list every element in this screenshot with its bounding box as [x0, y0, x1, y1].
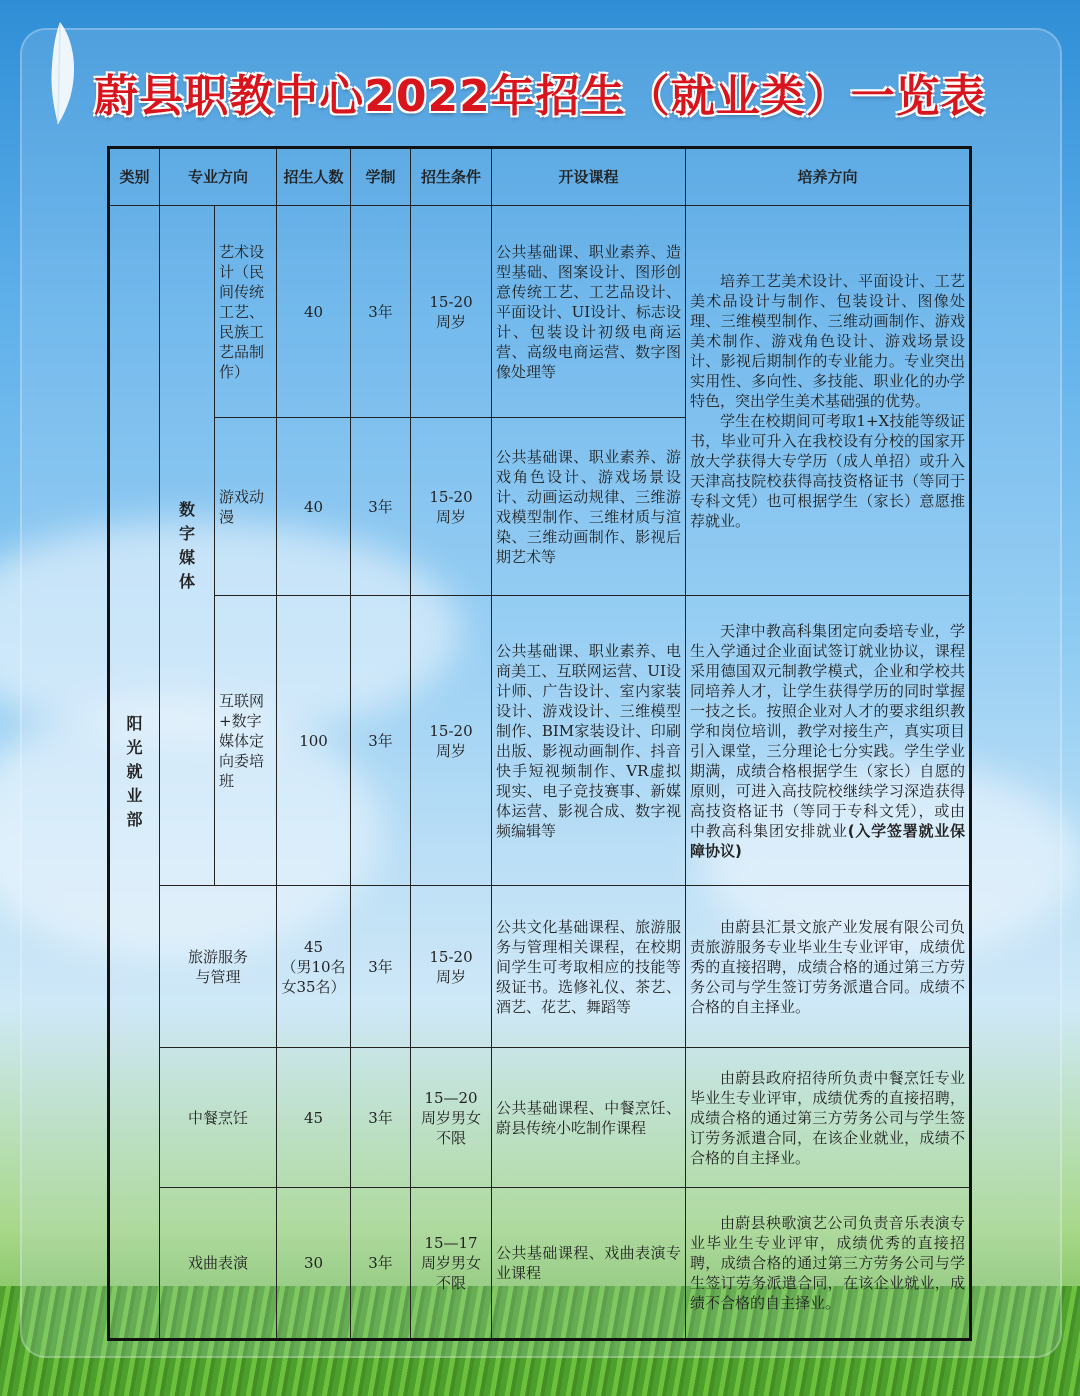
training-text — [690, 621, 965, 861]
major-cell: 游戏动漫 — [215, 418, 277, 596]
count-cell: 30 — [277, 1188, 351, 1340]
header-count: 招生人数 — [277, 148, 351, 206]
courses-cell: 公共基础课程、中餐烹饪、蔚县传统小吃制作课程 — [492, 1048, 686, 1188]
count-cell: 40 — [277, 418, 351, 596]
header-condition: 招生条件 — [411, 148, 492, 206]
department-label: 阳光就业部 — [126, 714, 143, 829]
table-row — [109, 1188, 971, 1340]
years-cell: 3年 — [351, 206, 411, 418]
condition-cell: 15-20 周岁 — [411, 418, 492, 596]
table-row — [109, 596, 971, 886]
training-cell-opera: 由蔚县秧歌演艺公司负责音乐表演专业毕业生专业评审，成绩优秀的直接招聘，成绩合格的通过第三方劳务公司与学生签订劳务派遣合同，在该企业就业，成绩不合格的自主择业。 — [686, 1188, 971, 1340]
training-cell-digital — [686, 206, 971, 596]
courses-cell: 公共文化基础课程、旅游服务与管理相关课程，在校期间学生可考取相应的技能等级证书。选修礼仪、茶艺、酒艺、花艺、舞蹈等 — [492, 886, 686, 1048]
training-cell-tourism: 由蔚县汇景文旅产业发展有限公司负责旅游服务专业毕业生专业评审，成绩优秀的直接招聘，成绩合格的通过第三方劳务公司与学生签订劳务派遣合同。成绩不合格的自主择业。 — [686, 886, 971, 1048]
condition-cell: 15—20 周岁男女 不限 — [411, 1048, 492, 1188]
condition-cell: 15-20 周岁 — [411, 206, 492, 418]
condition-cell: 15-20 周岁 — [411, 886, 492, 1048]
table-row — [109, 206, 971, 418]
training-text-body: 天津中教高科集团定向委培专业，学生入学通过企业面试签订就业协议，课程采用德国双元制教学模式，企业和学校共同培养人才，让学生获得学历的同时掌握一技之长。按照企业对人才的要求组织教学和岗位培训，教学对接生产，真实项目引入课堂，三分理论七分实践。学生学业期满，成绩合格根据学生（家长）自愿的原则，可进入高技院校继续学习深造获得高技资格证书（等同于专科文凭），或由中教高科集团安排就业 — [690, 621, 966, 840]
courses-cell: 公共基础课、职业素养、游戏角色设计、游戏场景设计、动画运动规律、三维游戏模型制作、三维材质与渲染、三维动画制作、影视后期艺术等 — [492, 418, 686, 596]
count-cell: 100 — [277, 596, 351, 886]
header-major: 专业方向 — [160, 148, 277, 206]
page-title: 蔚县职教中心2022年招生（就业类）一览表 — [94, 71, 986, 122]
major-cell: 戏曲表演 — [160, 1188, 277, 1340]
department-cell — [109, 206, 160, 1340]
table-header-row — [109, 148, 971, 206]
header-category: 类别 — [109, 148, 160, 206]
years-cell: 3年 — [351, 418, 411, 596]
training-text: 学生在校期间可考取1+X技能等级证书，毕业可升入在我校设有分校的国家开放大学获得大专学历（成人单招）或升入天津高技院校获得高技资格证书（等同于专科文凭）也可根据学生（家长）意愿推荐就业。 — [690, 411, 966, 530]
major-cell: 中餐烹饪 — [160, 1048, 277, 1188]
training-cell-internet — [686, 596, 971, 886]
courses-cell: 公共基础课、职业素养、造型基础、图案设计、图形创意传统工艺、工艺品设计、平面设计、UI设计、标志设计、包装设计初级电商运营、高级电商运营、数字图像处理等 — [492, 206, 686, 418]
training-cell-cooking: 由蔚县政府招待所负责中餐烹饪专业毕业生专业评审，成绩优秀的直接招聘，成绩合格的通过第三方劳务公司与学生签订劳务派遣合同，在该企业就业，成绩不合格的自主择业。 — [686, 1048, 971, 1188]
table-row — [109, 886, 971, 1048]
header-years: 学制 — [351, 148, 411, 206]
group-label: 数字媒体 — [179, 499, 196, 591]
years-cell: 3年 — [351, 1048, 411, 1188]
header-courses: 开设课程 — [492, 148, 686, 206]
header-training: 培养方向 — [686, 148, 971, 206]
count-cell: 45 — [277, 1048, 351, 1188]
count-cell: 45 （男10名 女35名） — [277, 886, 351, 1048]
major-cell: 互联网+数字媒体定向委培班 — [215, 596, 277, 886]
condition-cell: 15—17 周岁男女 不限 — [411, 1188, 492, 1340]
table-row — [109, 1048, 971, 1188]
major-cell: 艺术设计（民间传统工艺、民族工艺品制作） — [215, 206, 277, 418]
training-text-bold: (入学签署就业保障协议) — [690, 821, 966, 860]
years-cell: 3年 — [351, 886, 411, 1048]
years-cell: 3年 — [351, 1188, 411, 1340]
enrollment-table — [107, 146, 972, 1341]
courses-cell: 公共基础课程、戏曲表演专业课程 — [492, 1188, 686, 1340]
major-cell: 旅游服务 与管理 — [160, 886, 277, 1048]
count-cell: 40 — [277, 206, 351, 418]
training-text: 培养工艺美术设计、平面设计、工艺美术品设计与制作、包装设计、图像处理、三维模型制作、三维动画制作、游戏美术制作、游戏角色设计、游戏场景设计、影视后期制作的专业能力。专业突出实用性、多向性、多技能、职业化的办学特色，突出学生美术基础强的优势。 — [690, 271, 966, 410]
condition-cell: 15-20 周岁 — [411, 596, 492, 886]
years-cell: 3年 — [351, 596, 411, 886]
group-cell — [160, 206, 215, 886]
courses-cell: 公共基础课、职业素养、电商美工、互联网运营、UI设计师、广告设计、室内家装设计、游戏设计、三维模型制作、BIM家装设计、印刷出版、影视动画制作、抖音快手短视频制作、VR虚拟现实、电子竞技赛事、新媒体运营、影视合成、数字视频编辑等 — [492, 596, 686, 886]
